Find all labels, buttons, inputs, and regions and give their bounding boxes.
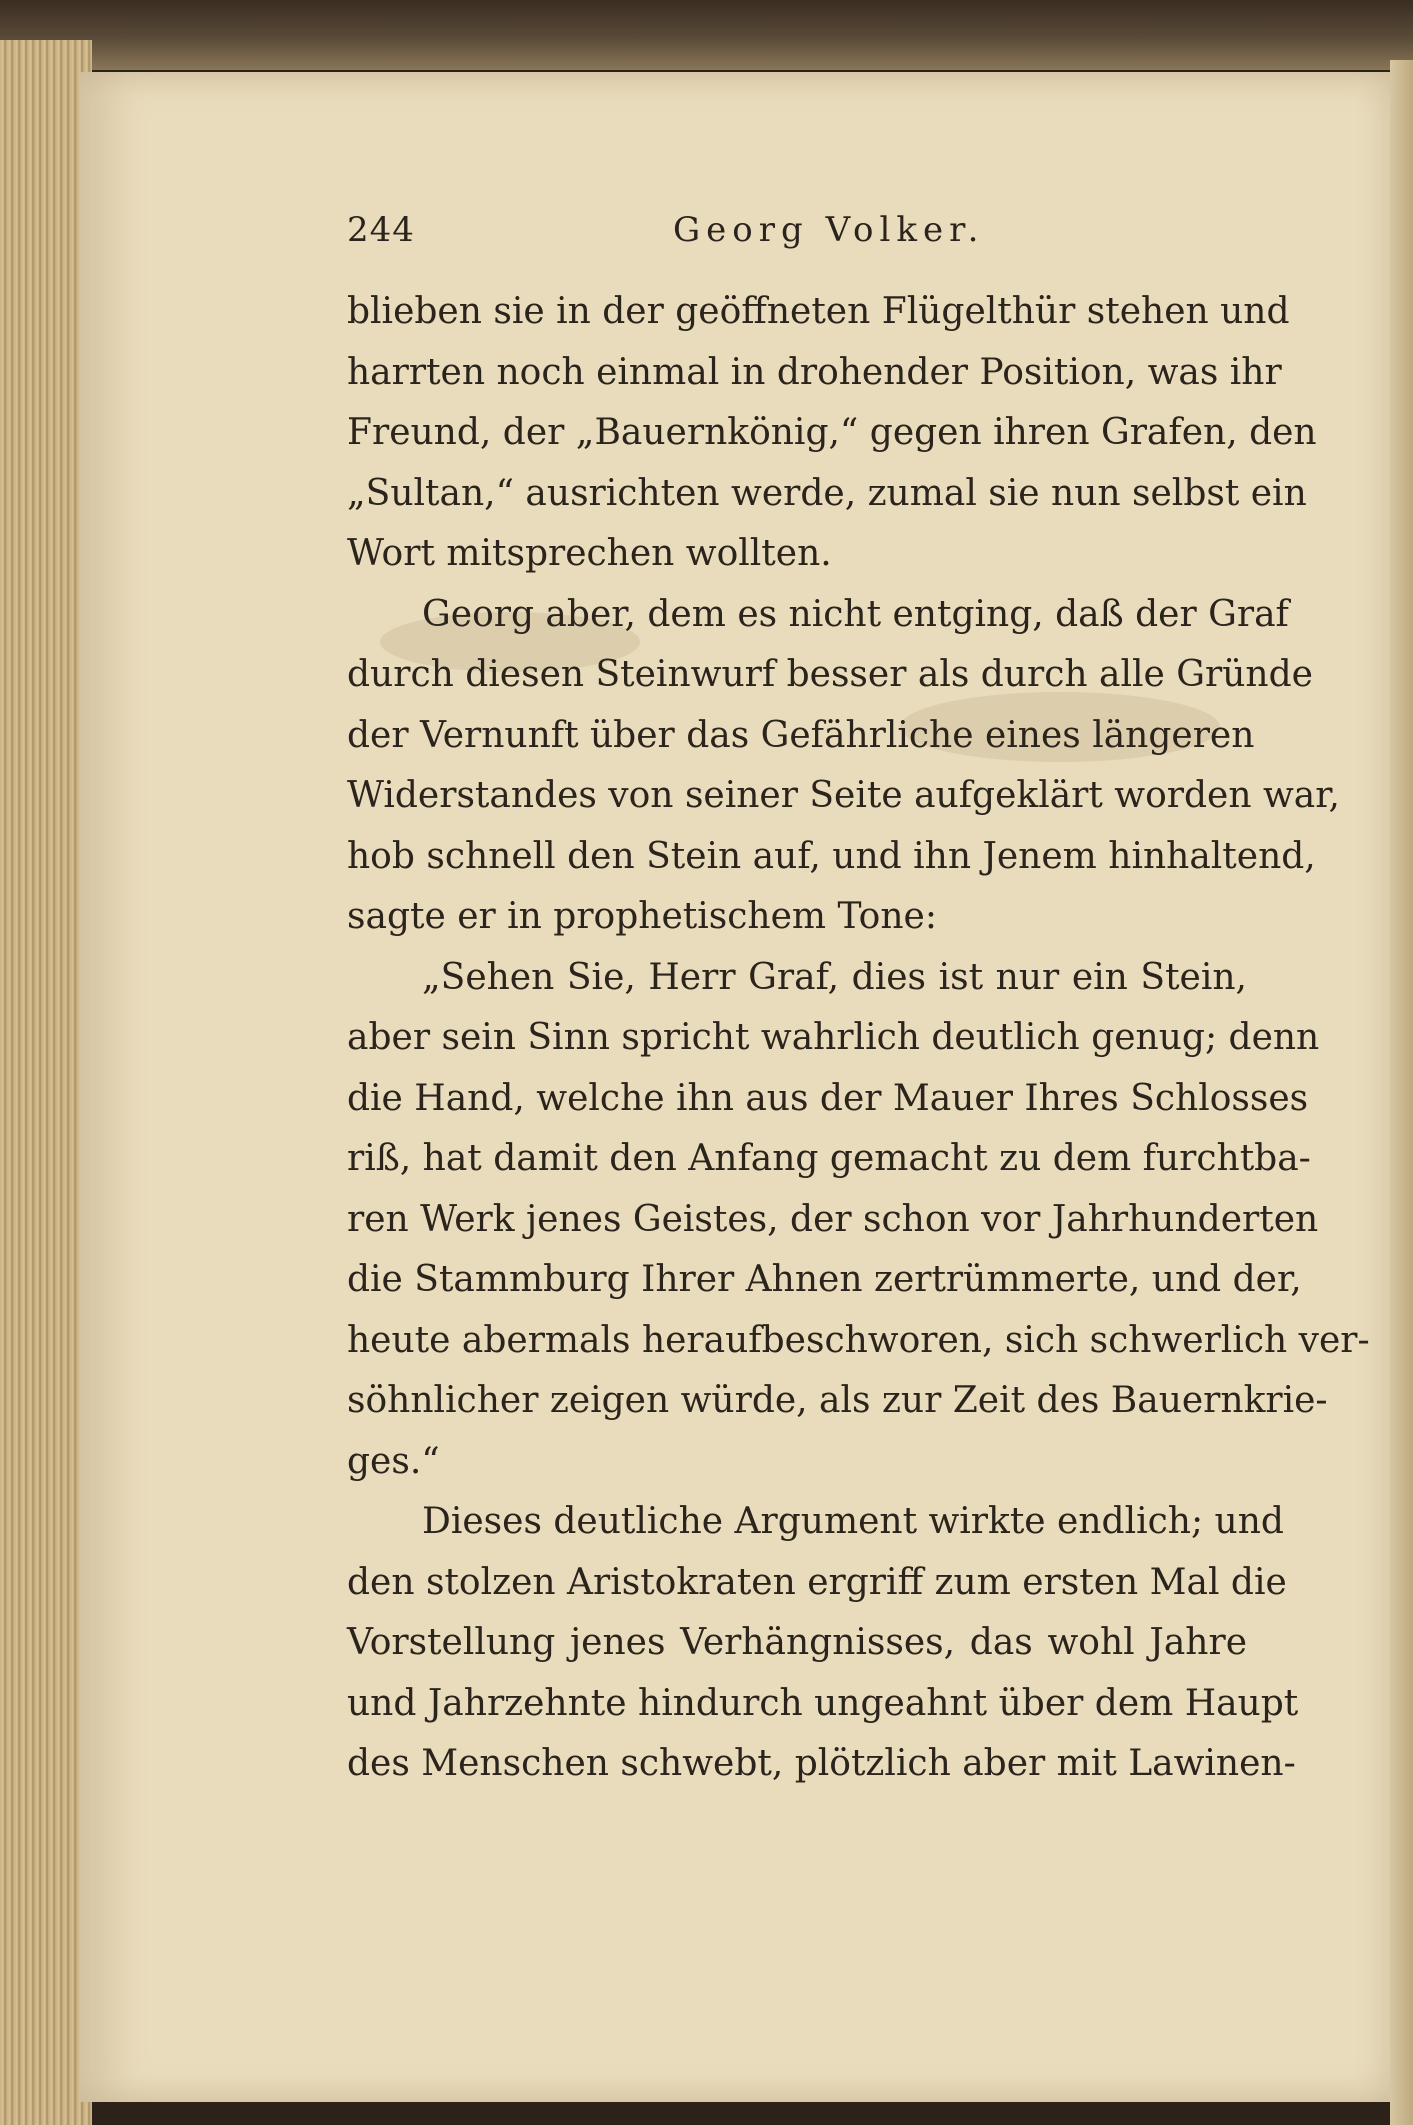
page-edges bbox=[0, 40, 92, 2125]
text-line: Freund, der „Bauernkönig,“ gegen ihren Grafen, den bbox=[347, 412, 1317, 453]
page-number: 244 bbox=[347, 210, 415, 250]
text-line: söhnlicher zeigen würde, als zur Zeit des Bauernkrie- bbox=[347, 1380, 1328, 1421]
body-text bbox=[347, 282, 1370, 1795]
text-line: Vorstellung jenes Verhängnisses, das wohl Jahre bbox=[347, 1622, 1247, 1663]
text-line: durch diesen Steinwurf besser als durch alle Gründe bbox=[347, 654, 1313, 695]
text-line: blieben sie in der geöffneten Flügelthür stehen und bbox=[347, 291, 1290, 332]
text-line: und Jahrzehnte hindurch ungeahnt über dem Haupt bbox=[347, 1682, 1299, 1724]
text-line: hob schnell den Stein auf, und ihn Jenem hinhaltend, bbox=[347, 835, 1316, 877]
text-line: Georg aber, dem es nicht entging, daß der Graf bbox=[422, 593, 1289, 635]
facing-page-edge bbox=[1390, 60, 1413, 2125]
text-line: der Vernunft über das Gefährliche eines längeren bbox=[347, 714, 1255, 756]
text-line: ren Werk jenes Geistes, der schon vor Jahrhunderten bbox=[347, 1198, 1319, 1240]
text-line: aber sein Sinn spricht wahrlich deutlich genug; denn bbox=[347, 1017, 1320, 1058]
text-line: den stolzen Aristokraten ergriff zum ersten Mal die bbox=[347, 1561, 1287, 1603]
text-line: die Stammburg Ihrer Ahnen zertrümmerte, und der, bbox=[347, 1259, 1302, 1300]
book-cover-top bbox=[0, 0, 1413, 70]
running-title: Georg Volker. bbox=[673, 210, 985, 250]
text-line: die Hand, welche ihn aus der Mauer Ihres Schlosses bbox=[347, 1077, 1309, 1119]
text-line: „Sultan,“ ausrichten werde, zumal sie nun selbst ein bbox=[347, 472, 1307, 514]
text-line: Widerstandes von seiner Seite aufgeklärt worden war, bbox=[347, 775, 1340, 816]
text-line: Wort mitsprechen wollten. bbox=[347, 533, 832, 574]
text-line: „Sehen Sie, Herr Graf, dies ist nur ein Stein, bbox=[422, 956, 1247, 998]
text-line: Dieses deutliche Argument wirkte endlich; und bbox=[422, 1501, 1284, 1542]
text-line: heute abermals heraufbeschworen, sich schwerlich ver- bbox=[347, 1319, 1370, 1361]
text-line: des Menschen schwebt, plötzlich aber mit Lawinen- bbox=[347, 1743, 1296, 1784]
text-line: harrten noch einmal in drohender Position, was ihr bbox=[347, 351, 1282, 393]
text-line: ges.“ bbox=[347, 1440, 440, 1482]
text-line: riß, hat damit den Anfang gemacht zu dem furchtba- bbox=[347, 1138, 1311, 1179]
text-line: sagte er in prophetischem Tone: bbox=[347, 896, 937, 937]
page-header bbox=[347, 210, 1247, 260]
